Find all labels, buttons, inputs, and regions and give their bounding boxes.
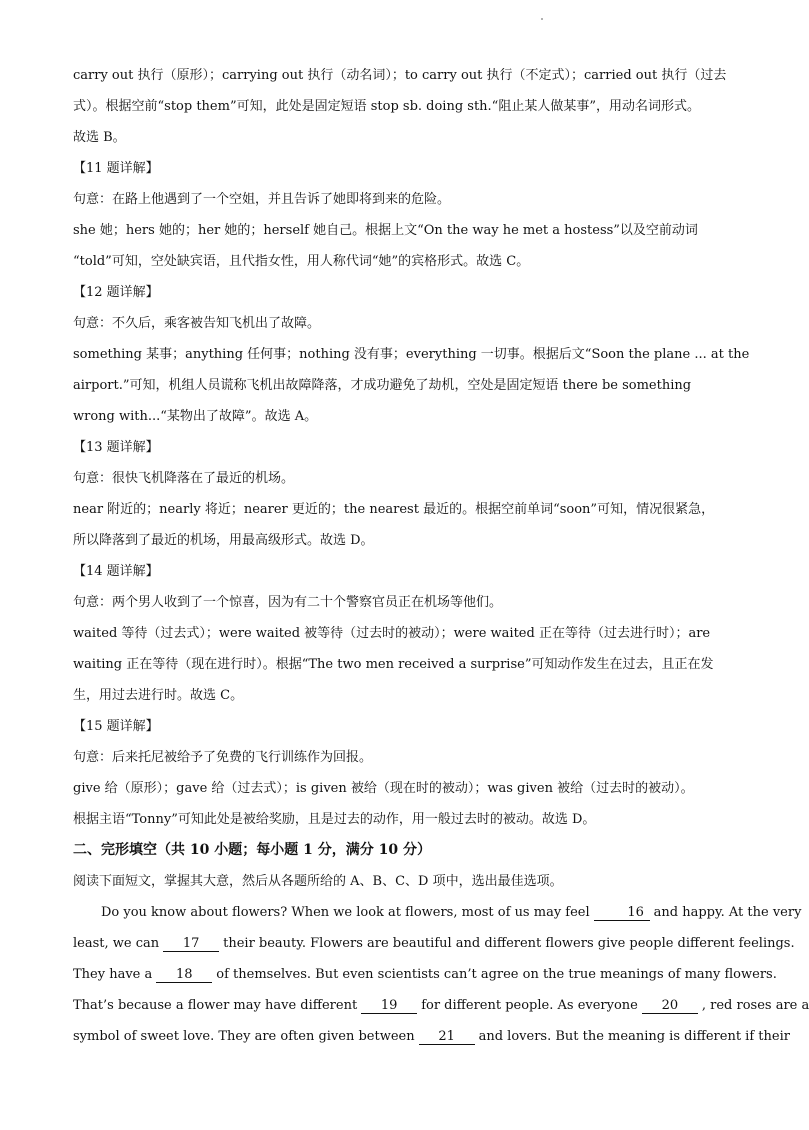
passage-text: and lovers. But the meaning is different if their	[478, 1029, 790, 1044]
passage-text: They have a	[73, 967, 153, 982]
q12-line-1: something 某事；anything 任何事；nothing 没有事；everything 一切事。根据后文“Soon the plane ... at the	[73, 347, 750, 362]
q12-meaning: 句意：不久后，乘客被告知飞机出了故障。	[73, 316, 321, 331]
q13-heading: 【13 题详解】	[73, 440, 159, 455]
q14-line-3: 生，用过去进行时。故选 C。	[73, 688, 244, 703]
q15-heading: 【15 题详解】	[73, 719, 159, 734]
q15-line-2: 根据主语“Tonny”可知此处是被给奖励，且是过去的动作，用一般过去时的被动。故选 D。	[73, 812, 596, 827]
scan-dot	[541, 18, 543, 20]
explanation-line-2: 式）。根据空前“stop them”可知，此处是固定短语 stop sb. doing sth.“阻止某人做某事”，用动名词形式。	[73, 99, 700, 114]
q11-meaning: 句意：在路上他遇到了一个空姐，并且告诉了她即将到来的危险。	[73, 192, 451, 207]
passage-text: That’s because a flower may have different	[73, 998, 358, 1013]
blank-16: 16	[594, 905, 650, 921]
passage-text: Do you know about flowers? When we look at flowers, most of us may feel	[101, 905, 590, 920]
q12-line-2: airport.”可知，机组人员谎称飞机出故障降落，才成功避免了劫机，空处是固定短语 there be something	[73, 378, 692, 393]
passage-text: of themselves. But even scientists can’t agree on the true meanings of many flowers.	[216, 967, 777, 982]
blank-17: 17	[163, 936, 219, 952]
passage-text: and happy. At the very	[653, 905, 802, 920]
q12-heading: 【12 题详解】	[73, 285, 159, 300]
section-2-instructions: 阅读下面短文，掌握其大意，然后从各题所给的 A、B、C、D 项中，选出最佳选项。	[73, 874, 563, 889]
q13-line-1: near 附近的；nearly 将近；nearer 更近的；the nearest 最近的。根据空前单词“soon”可知，情况很紧急，	[73, 502, 715, 517]
passage-text: , red roses are a	[701, 998, 809, 1013]
passage-line-1	[73, 897, 802, 928]
q11-line-1: she 她；hers 她的；her 她的；herself 她自己。根据上文“On the way he met a hostess”以及空前动词	[73, 223, 698, 238]
q14-heading: 【14 题详解】	[73, 564, 159, 579]
passage-line-4	[73, 990, 809, 1021]
passage-line-2	[73, 928, 795, 959]
passage-text: least, we can	[73, 936, 160, 951]
q13-line-2: 所以降落到了最近的机场，用最高级形式。故选 D。	[73, 533, 374, 548]
q15-meaning: 句意：后来托尼被给予了免费的飞行训练作为回报。	[73, 750, 373, 765]
blank-18: 18	[156, 967, 212, 983]
passage-line-5	[73, 1021, 790, 1052]
passage-text: their beauty. Flowers are beautiful and different flowers give people different feelings.	[223, 936, 795, 951]
q14-line-2: waiting 正在等待（现在进行时）。根据“The two men received a surprise”可知动作发生在过去，且正在发	[73, 657, 714, 672]
passage-line-3	[73, 959, 777, 990]
q13-meaning: 句意：很快飞机降落在了最近的机场。	[73, 471, 295, 486]
q15-line-1: give 给（原形）；gave 给（过去式）；is given 被给（现在时的被动）；was given 被给（过去时的被动）。	[73, 781, 694, 796]
q11-heading: 【11 题详解】	[73, 161, 159, 176]
explanation-line-3: 故选 B。	[73, 130, 126, 145]
q12-line-3: wrong with...“某物出了故障”。故选 A。	[73, 409, 318, 424]
passage-text: for different people. As everyone	[421, 998, 638, 1013]
blank-20: 20	[642, 998, 698, 1014]
explanation-line-1: carry out 执行（原形）；carrying out 执行（动名词）；to carry out 执行（不定式）；carried out 执行（过去	[73, 68, 727, 83]
blank-19: 19	[361, 998, 417, 1014]
blank-21: 21	[419, 1029, 475, 1045]
page-content	[73, 60, 809, 1052]
q14-meaning: 句意：两个男人收到了一个惊喜，因为有二十个警察官员正在机场等他们。	[73, 595, 503, 610]
q11-line-2: “told”可知，空处缺宾语，且代指女性，用人称代词“她”的宾格形式。故选 C。	[73, 254, 530, 269]
section-2-title: 二、完形填空（共 10 小题；每小题 1 分，满分 10 分）	[73, 842, 431, 858]
q14-line-1: waited 等待（过去式）；were waited 被等待（过去时的被动）；were waited 正在等待（过去进行时）；are	[73, 626, 711, 641]
passage-text: symbol of sweet love. They are often given between	[73, 1029, 415, 1044]
